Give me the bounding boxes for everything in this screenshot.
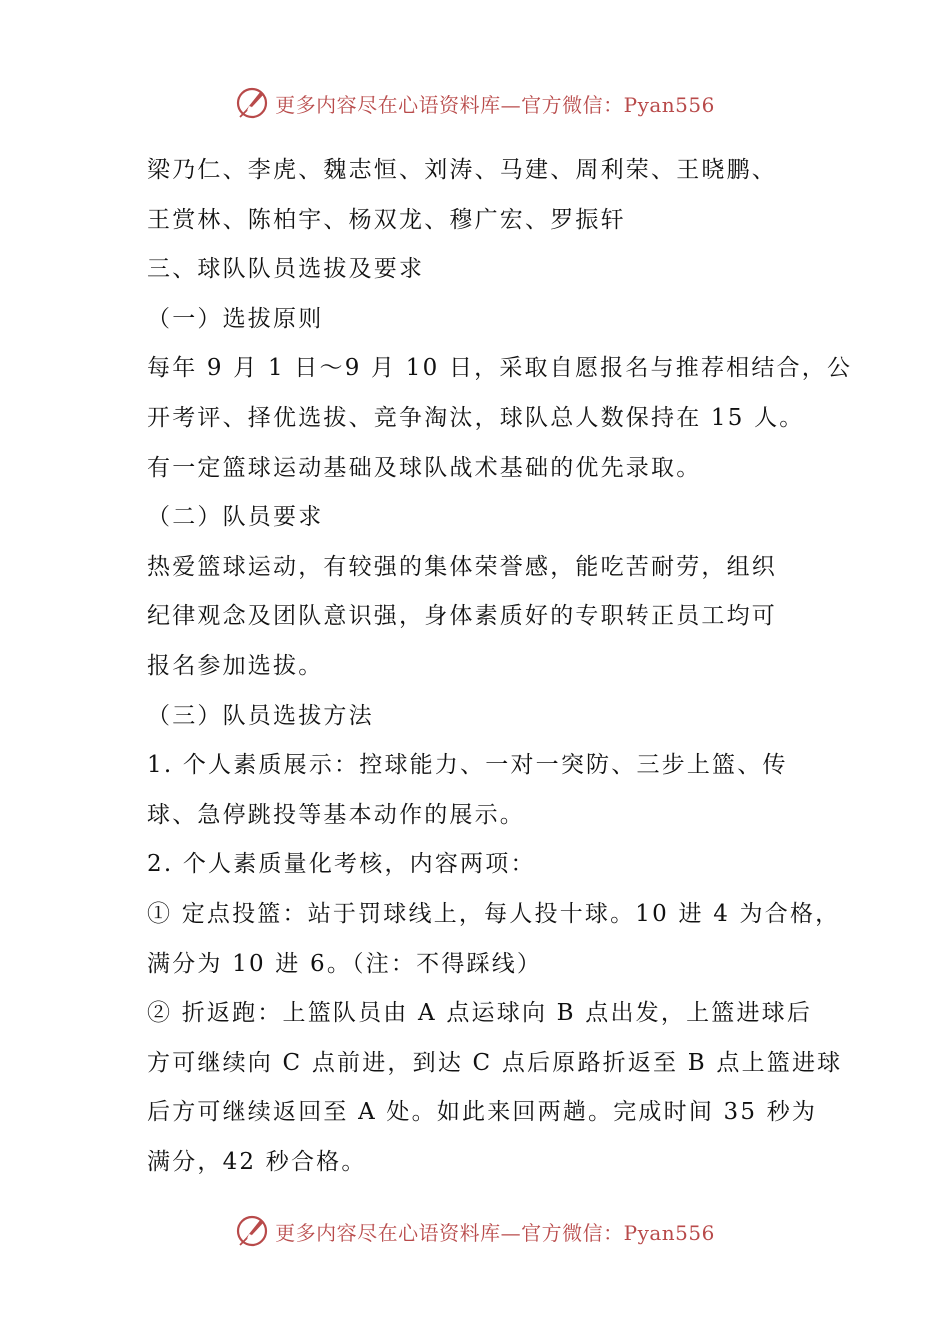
list-item: ① 定点投篮：站于罚球线上，每人投十球。10 进 4 为合格， <box>147 900 841 927</box>
paragraph-line: 梁乃仁、李虎、魏志恒、刘涛、马建、周利荣、王晓鹏、 <box>147 157 777 183</box>
list-item: 2. 个人素质量化考核，内容两项： <box>147 851 536 878</box>
subsection-heading: （二）队员要求 <box>147 504 324 531</box>
list-item: ② 折返跑：上篮队员由 A 点运球向 B 点出发，上篮进球后 <box>147 1000 813 1027</box>
paragraph-line: 热爱篮球运动，有较强的集体荣誉感，能吃苦耐劳，组织 <box>147 553 777 580</box>
paragraph-line: 每年 9 月 1 日～9 月 10 日，采取自愿报名与推荐相结合，公 <box>147 355 853 382</box>
paragraph-line: 有一定篮球运动基础及球队战术基础的优先录取。 <box>147 454 702 481</box>
paragraph-line: 开考评、择优选拔、竞争淘汰，球队总人数保持在 15 人。 <box>147 404 805 431</box>
quill-pen-logo-icon <box>235 1214 269 1248</box>
paragraph-line: 满分，42 秒合格。 <box>147 1148 367 1175</box>
quill-pen-logo-icon <box>235 86 269 120</box>
paragraph-line: 报名参加选拔。 <box>147 652 324 679</box>
footer-banner-text: 更多内容尽在心语资料库—官方微信：Pyan556 <box>275 1220 715 1245</box>
paragraph-line: 纪律观念及团队意识强，身体素质好的专职转正员工均可 <box>147 603 777 630</box>
header-banner <box>0 78 950 128</box>
document-body <box>147 146 853 1187</box>
section-heading: 三、球队队员选拔及要求 <box>147 256 425 283</box>
subsection-heading: （一）选拔原则 <box>147 305 324 332</box>
header-banner-text: 更多内容尽在心语资料库—官方微信：Pyan556 <box>275 92 715 117</box>
paragraph-line: 后方可继续返回至 A 处。如此来回两趟。完成时间 35 秒为 <box>147 1099 818 1126</box>
subsection-heading: （三）队员选拔方法 <box>147 702 374 729</box>
paragraph-line: 方可继续向 C 点前进，到达 C 点后原路折返至 B 点上篮进球 <box>147 1049 843 1076</box>
paragraph-line: 王赏林、陈柏宇、杨双龙、穆广宏、罗振轩 <box>147 206 626 233</box>
list-item: 1. 个人素质展示：控球能力、一对一突防、三步上篮、传 <box>147 752 788 779</box>
paragraph-line: 球、急停跳投等基本动作的展示。 <box>147 801 525 828</box>
paragraph-line: 满分为 10 进 6。（注：不得踩线） <box>147 950 543 977</box>
footer-banner <box>0 1206 950 1256</box>
